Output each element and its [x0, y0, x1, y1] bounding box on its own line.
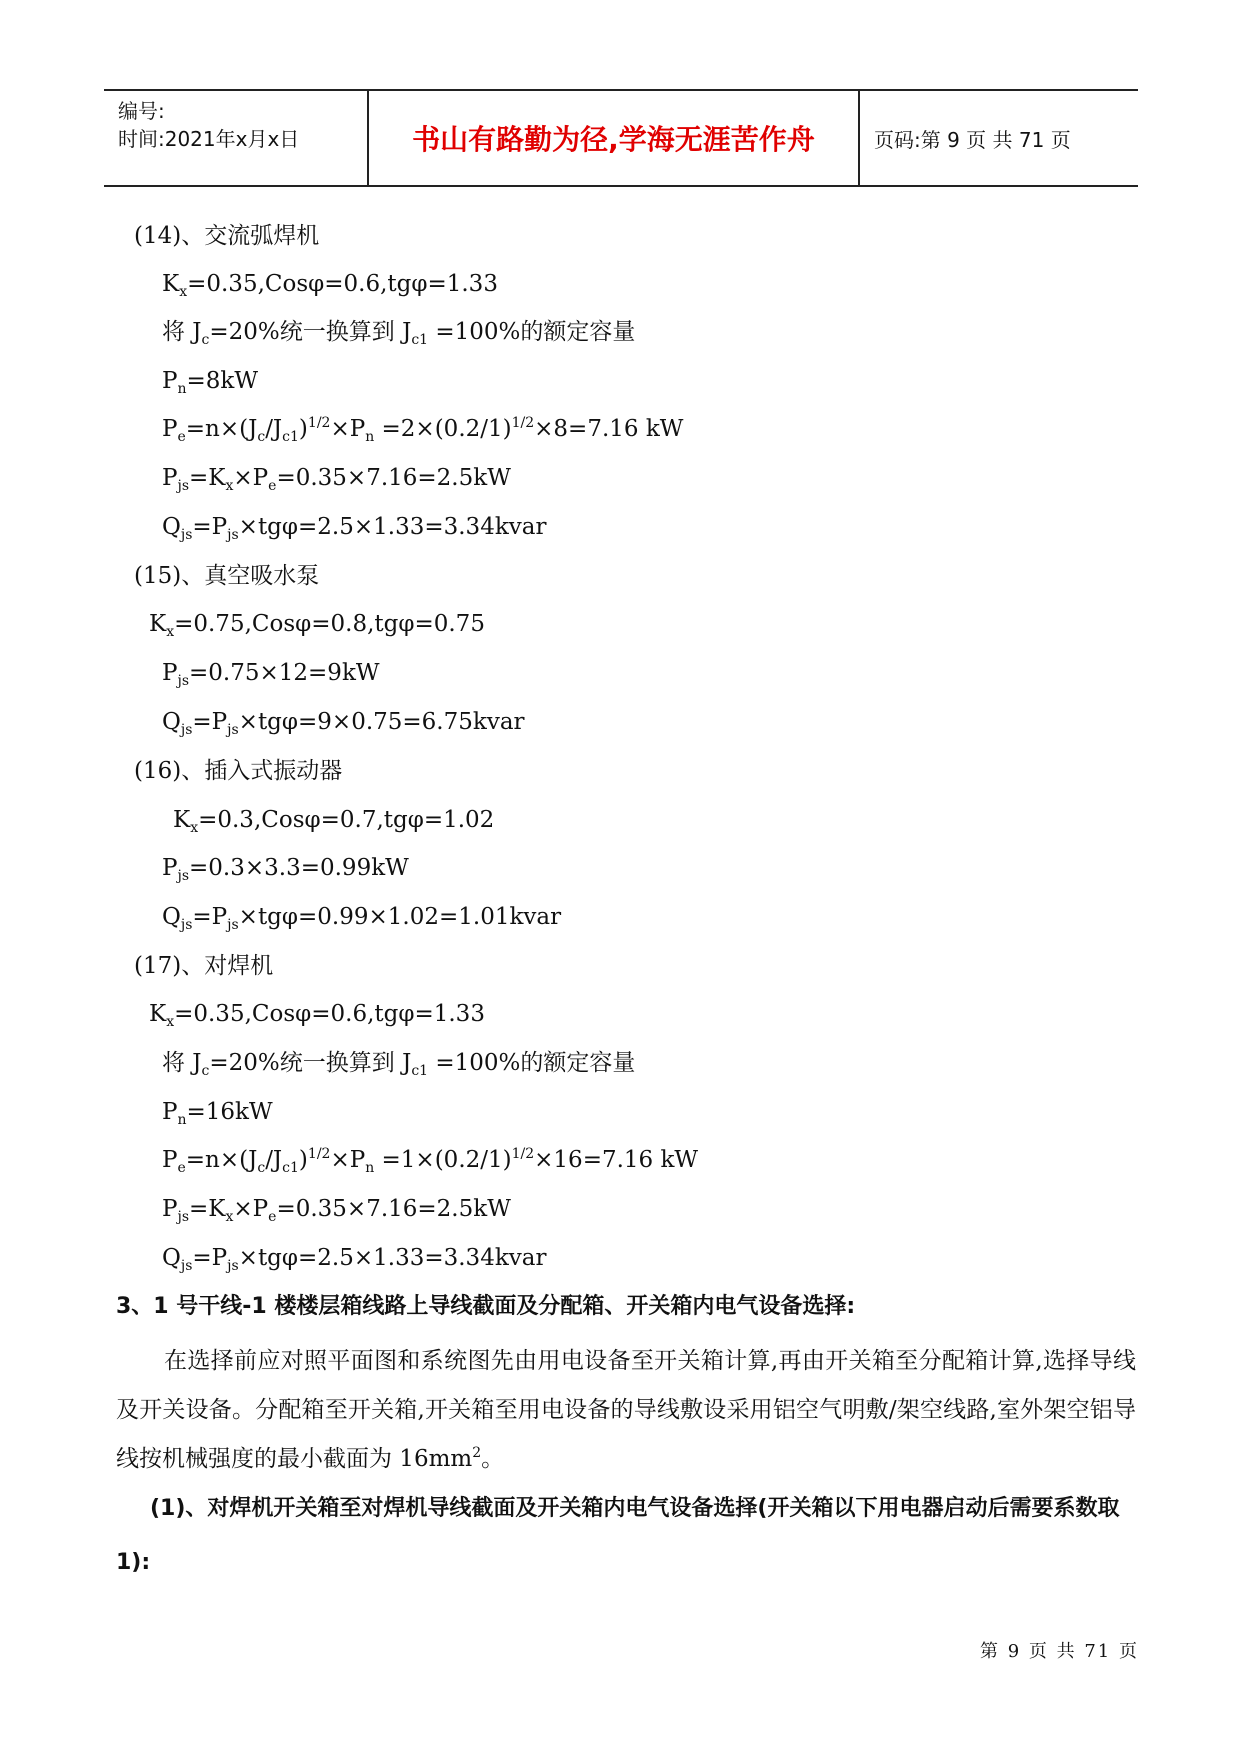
doc-number-label: 编号:	[118, 99, 165, 123]
s14-conversion-line: 将 $J_c=20\%$统一换算到 $J_{c1} =100\%$的额定容量	[162, 319, 636, 348]
subsection-1-heading: (1)、对焊机开关箱至对焊机导线截面及开关箱内电气设备选择(开关箱以下用电器启动后需要系数取 1):	[116, 1496, 1120, 1575]
section-16-title: (16)、插入式振动器	[134, 758, 343, 784]
s17-conversion-line: 将 $J_c=20\%$统一换算到 $J_{c1} =100\%$的额定容量	[162, 1050, 636, 1079]
s17-pe-line: $P_e=n\times(J_c/J_{c1})^{1/2}\times P_n =1\times(0.2/1)^{1/2}\times 16=7.16$ kW	[162, 1146, 699, 1176]
s17-pn-line: $P_n=16kW$	[162, 1099, 273, 1128]
s14-qjs-line: $Q_{js}=P_{js}\times tg\varphi=2.5\times 1.33=3.34kvar$	[162, 514, 547, 543]
page-header	[104, 89, 1138, 187]
s14-pe-line: $P_e=n\times(J_c/J_{c1})^{1/2}\times P_n =2\times(0.2/1)^{1/2}\times 8=7.16$ kW	[162, 415, 684, 445]
s14-pn-line: $P_n=8kW$	[162, 368, 258, 397]
body-paragraph: 在选择前应对照平面图和系统图先由用电设备至开关箱计算,再由开关箱至分配箱计算,选择导线及开关设备。分配箱至开关箱,开关箱至用电设备的导线敷设采用铝空气明敷/架空线路,室外架空铝导线按机械强度的最小截面为 $16mm^2$。	[116, 1348, 1136, 1472]
s16-qjs-line: $Q_{js}=P_{js}\times tg\varphi=0.99\times 1.02=1.01kvar$	[162, 904, 562, 933]
doc-time-label: 时间:2021年x月x日	[118, 127, 300, 151]
s14-pjs-line: $P_{js}=K_x\times P_e=0.35\times 7.16=2.5kW$	[162, 465, 511, 494]
s17-qjs-line: $Q_{js}=P_{js}\times tg\varphi=2.5\times 1.33=3.34kvar$	[162, 1245, 547, 1274]
section-14-title: (14)、交流弧焊机	[134, 223, 320, 249]
s16-kx-line: $K_x=0.3,Cos\varphi=0.7,tg\varphi=1.02$	[173, 807, 495, 836]
s17-kx-line: $K_x=0.35,Cos\varphi=0.6,tg\varphi=1.33$	[149, 1001, 485, 1030]
page-footer: 第 9 页 共 71 页	[980, 1641, 1139, 1662]
s16-pjs-line: $P_{js}=0.3\times 3.3=0.99kW$	[162, 855, 409, 884]
section-17-title: (17)、对焊机	[134, 953, 274, 979]
s17-pjs-line: $P_{js}=K_x\times P_e=0.35\times 7.16=2.5kW$	[162, 1196, 511, 1225]
section-3-heading: 3、1 号干线-1 楼楼层箱线路上导线截面及分配箱、开关箱内电气设备选择:	[116, 1294, 856, 1319]
s15-qjs-line: $Q_{js}=P_{js}\times tg\varphi=9\times 0.75=6.75kvar$	[162, 709, 525, 738]
s15-pjs-line: $P_{js}=0.75\times 12=9kW$	[162, 660, 380, 689]
section-15-title: (15)、真空吸水泵	[134, 563, 320, 589]
s15-kx-line: $K_x=0.75,Cos\varphi=0.8,tg\varphi=0.75$	[149, 611, 485, 640]
s14-kx-line: $K_x=0.35,Cos\varphi=0.6,tg\varphi=1.33$	[162, 271, 498, 300]
header-page-number: 页码:第 9 页 共 71 页	[874, 127, 1071, 152]
header-motto: 书山有路勤为径,学海无涯苦作舟	[369, 91, 860, 185]
header-meta	[104, 91, 369, 185]
